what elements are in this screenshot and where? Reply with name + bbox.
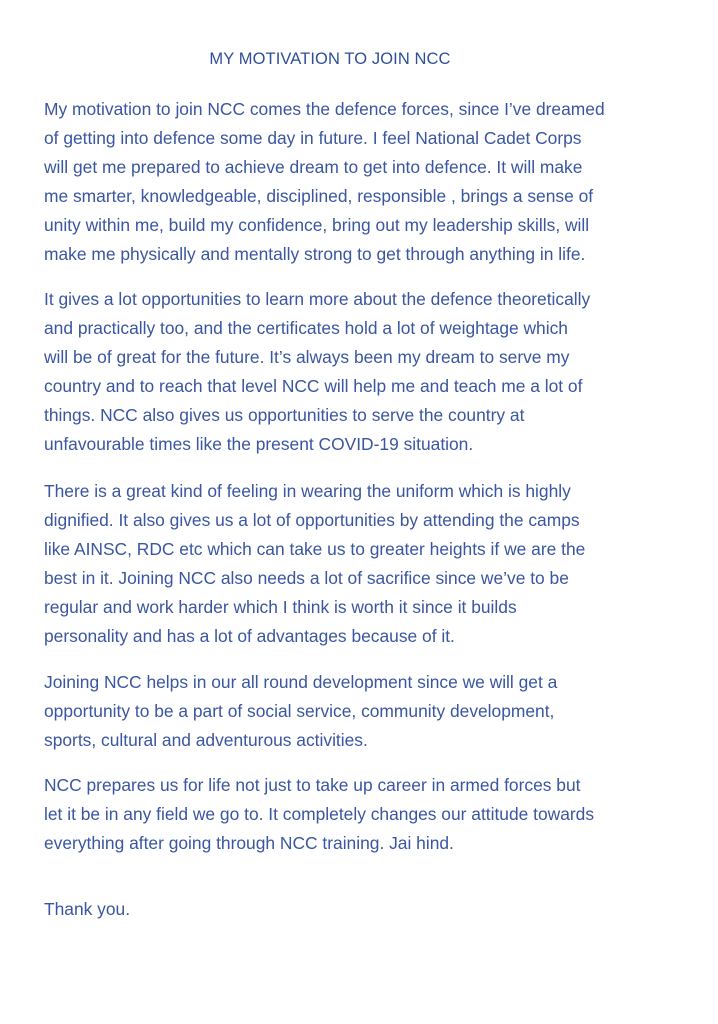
paragraph-life-preparation: NCC prepares us for life not just to take up career in armed forces but let it be in any field we go to. It completely changes our attitude towards everything after going through NCC training. Jai hind. — [44, 775, 595, 853]
paragraph-uniform: There is a great kind of feeling in wearing the uniform which is highly dignified. It also gives us a lot of opportunities by attending the camps like AINSC, RDC etc which can take us to greater heights if we are the best in it. Joining NCC also needs a lot of sacrifice since we’ve to be regular and work harder which I think is worth it since it builds personality and has a lot of advantages because of it. — [44, 481, 586, 646]
closing-line: Thank you. — [44, 899, 131, 919]
document-title: MY MOTIVATION TO JOIN NCC — [209, 50, 451, 68]
paragraph-motivation: My motivation to join NCC comes the defence forces, since I’ve dreamed of getting into defence some day in future. I feel National Cadet Corps will get me prepared to achieve dream to get into defence. It will make me smarter, knowledgeable, disciplined, responsible , brings a sense of unity within me, build my confidence, bring out my leadership skills, will make me physically and mentally strong to get through anything in life. — [44, 99, 605, 264]
paragraph-development: Joining NCC helps in our all round development since we will get a opportunity to be a part of social service, community development, sports, cultural and adventurous activities. — [44, 672, 558, 750]
paragraph-opportunities: It gives a lot opportunities to learn more about the defence theoretically and practically too, and the certificates hold a lot of weightage which will be of great for the future. It’s always been my dream to serve my country and to reach that level NCC will help me and teach me a lot of things. NCC also gives us opportunities to serve the country at unfavourable times like the present COVID-19 situation. — [44, 289, 591, 454]
